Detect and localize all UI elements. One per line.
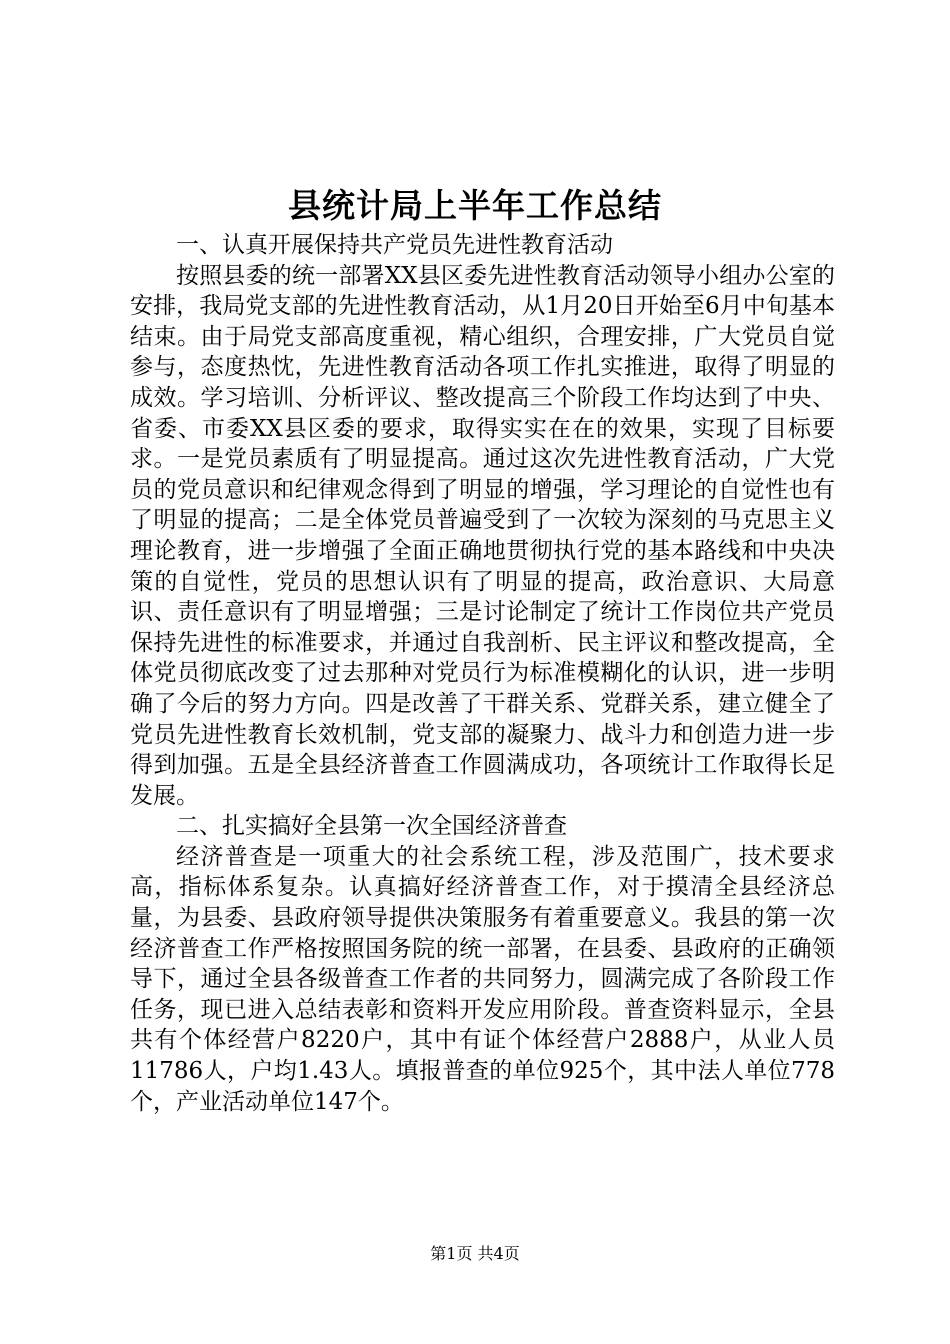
section-1-paragraph: 按照县委的统一部署XX县区委先进性教育活动领导小组办公室的安排，我局党支部的先进性教育活动，从1月20日开始至6月中旬基本结束。由于局党支部高度重视，精心组织，合理安排，广大党员自觉参与，态度热忱，先进性教育活动各项工作扎实推进，取得了明显的成效。学习培训、分析评议、整改提高三个阶段工作均达到了中央、省委、市委XX县区委的要求，取得实实在在的效果，实现了目标要求。一是党员素质有了明显提高。通过这次先进性教育活动，广大党员的党员意识和纪律观念得到了明显的增强，学习理论的自觉性也有了明显的提高；二是全体党员普遍受到了一次较为深刻的马克思主义理论教育，进一步增强了全面正确地贯彻执行党的基本路线和中央决策的自觉性，党员的思想认识有了明显的提高，政治意识、大局意识、责任意识有了明显增强；三是讨论制定了统计工作岗位共产党员保持先进性的标准要求，并通过自我剖析、民主评议和整改提高，全体党员彻底改变了过去那种对党员行为标准模糊化的认识，进一步明确了今后的努力方向。四是改善了干群关系、党群关系，建立健全了党员先进性教育长效机制，党支部的凝聚力、战斗力和创造力进一步得到加强。五是全县经济普查工作圆满成功，各项统计工作取得长足发展。 (130, 262, 835, 809)
document-body (130, 230, 835, 1117)
section-1-heading: 一、认真开展保持共产党员先进性教育活动 (176, 232, 613, 258)
document-title: 县统计局上半年工作总结 (288, 186, 662, 225)
page-number-footer: 第1页 共4页 (430, 1244, 520, 1263)
section-2-paragraph: 经济普查是一项重大的社会系统工程，涉及范围广，技术要求高，指标体系复杂。认真搞好经济普查工作，对于摸清全县经济总量，为县委、县政府领导提供决策服务有着重要意义。我县的第一次经济普查工作严格按照国务院的统一部署，在县委、县政府的正确领导下，通过全县各级普查工作者的共同努力，圆满完成了各阶段工作任务，现已进入总结表彰和资料开发应用阶段。普查资料显示，全县共有个体经营户8220户，其中有证个体经营户2888户，从业人员11786人，户均1.43人。填报普查的单位925个，其中法人单位778个，产业活动单位147个。 (130, 843, 835, 1115)
section-2-heading: 二、扎实搞好全县第一次全国经济普查 (176, 813, 567, 840)
